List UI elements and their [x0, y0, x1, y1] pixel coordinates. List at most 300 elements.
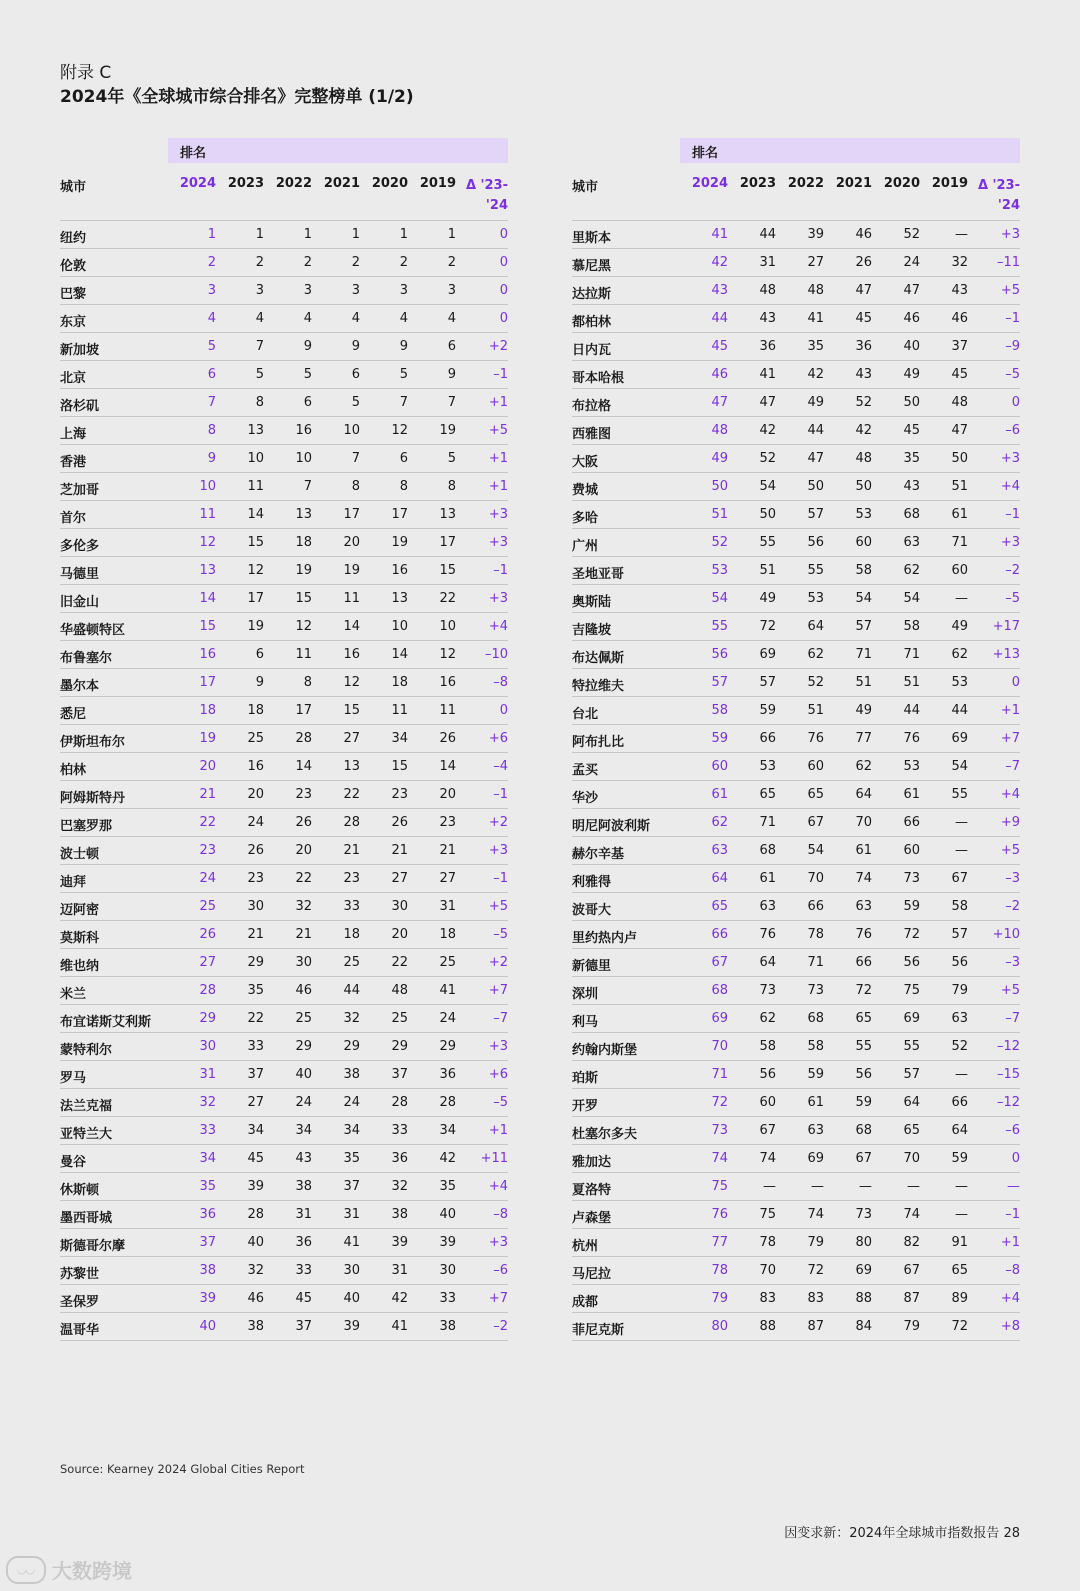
- table-row: [572, 416, 1020, 444]
- city: 罗马: [60, 1071, 87, 1086]
- city: 蒙特利尔: [60, 1043, 113, 1058]
- rank-2022: 3: [303, 283, 312, 298]
- rank-2021: 12: [343, 675, 360, 690]
- rank-2019: —: [955, 843, 968, 858]
- rank-2022: 58: [807, 1039, 824, 1054]
- city: 休斯顿: [60, 1183, 100, 1198]
- city: 柏林: [60, 763, 87, 778]
- rank-2019: 24: [439, 1011, 456, 1026]
- rank-2020: 66: [903, 815, 920, 830]
- rank-delta: –2: [1005, 899, 1020, 914]
- table-row: [572, 612, 1020, 640]
- rank-2020: 3: [399, 283, 408, 298]
- city: 新德里: [572, 959, 612, 974]
- rank-2023: 52: [759, 451, 776, 466]
- rank-2022: 23: [295, 787, 312, 802]
- rank-2022: 39: [807, 227, 824, 242]
- rank-2023: 26: [247, 843, 264, 858]
- rank-delta: +3: [1000, 227, 1020, 242]
- rank-2024: 56: [711, 647, 728, 662]
- rank-2023: 88: [759, 1319, 776, 1334]
- rank-2024: 35: [199, 1179, 216, 1194]
- city: 东京: [60, 315, 87, 330]
- rank-2022: 7: [303, 479, 312, 494]
- header-2021: 2021: [323, 176, 360, 191]
- rank-2022: 35: [807, 339, 824, 354]
- rank-2020: 38: [391, 1207, 408, 1222]
- rank-2021: 17: [343, 507, 360, 522]
- rank-2020: 10: [391, 619, 408, 634]
- rank-2020: 13: [391, 591, 408, 606]
- rank-delta: +1: [488, 451, 508, 466]
- city: 斯德哥尔摩: [60, 1239, 126, 1254]
- rank-2019: —: [955, 1207, 968, 1222]
- rank-2019: 19: [439, 423, 456, 438]
- rank-2020: 51: [903, 675, 920, 690]
- rank-2023: 41: [759, 367, 776, 382]
- rank-2023: 25: [247, 731, 264, 746]
- rank-2021: 88: [855, 1291, 872, 1306]
- rank-delta: –8: [493, 1207, 508, 1222]
- rank-2023: 10: [247, 451, 264, 466]
- table-row: [572, 388, 1020, 416]
- rank-delta: 0: [1011, 1151, 1020, 1166]
- rank-2019: 46: [951, 311, 968, 326]
- rank-2023: 55: [759, 535, 776, 550]
- rank-2020: 53: [903, 759, 920, 774]
- table-row: [60, 780, 508, 808]
- rank-delta: +7: [488, 983, 508, 998]
- rank-2023: 70: [759, 1263, 776, 1278]
- city: 波哥大: [572, 903, 612, 918]
- rank-delta: +5: [1000, 843, 1020, 858]
- city: 圣保罗: [60, 1295, 100, 1310]
- rank-2020: 56: [903, 955, 920, 970]
- rank-2024: 24: [199, 871, 216, 886]
- table-row: [60, 1312, 508, 1341]
- rank-2022: 83: [807, 1291, 824, 1306]
- rank-delta: –12: [996, 1095, 1020, 1110]
- rank-delta: +3: [488, 843, 508, 858]
- rank-2022: 53: [807, 591, 824, 606]
- rank-2024: 13: [199, 563, 216, 578]
- table-row: [60, 276, 508, 304]
- rank-delta: +2: [488, 815, 508, 830]
- city: 日内瓦: [572, 343, 612, 358]
- city: 里约热内卢: [572, 931, 638, 946]
- rank-2024: 45: [711, 339, 728, 354]
- rank-2020: 67: [903, 1263, 920, 1278]
- city: 吉隆坡: [572, 623, 612, 638]
- rank-2024: 58: [711, 703, 728, 718]
- rank-2021: 37: [343, 1179, 360, 1194]
- rank-2020: 54: [903, 591, 920, 606]
- rank-2022: 26: [295, 815, 312, 830]
- rank-band: [680, 138, 1020, 163]
- table-row: [60, 388, 508, 416]
- table-row: [572, 920, 1020, 948]
- table-row: [60, 612, 508, 640]
- rank-delta: +9: [1000, 815, 1020, 830]
- rank-2019: —: [955, 815, 968, 830]
- table-row: [572, 948, 1020, 976]
- rank-delta: +5: [1000, 983, 1020, 998]
- rank-2020: 2: [399, 255, 408, 270]
- rank-2020: 25: [391, 1011, 408, 1026]
- rank-delta: +5: [1000, 283, 1020, 298]
- rank-2024: 19: [199, 731, 216, 746]
- table-row: [572, 836, 1020, 864]
- rank-2020: 28: [391, 1095, 408, 1110]
- rank-2024: 6: [207, 367, 216, 382]
- rank-2019: 18: [439, 927, 456, 942]
- rank-2024: 74: [711, 1151, 728, 1166]
- rank-2019: 79: [951, 983, 968, 998]
- rank-2022: 55: [807, 563, 824, 578]
- rank-2022: 21: [295, 927, 312, 942]
- rank-2020: 42: [391, 1291, 408, 1306]
- rank-2023: 24: [247, 815, 264, 830]
- rank-2021: 71: [855, 647, 872, 662]
- rank-2023: 59: [759, 703, 776, 718]
- rank-2021: 65: [855, 1011, 872, 1026]
- rank-2020: 74: [903, 1207, 920, 1222]
- rank-2024: 38: [199, 1263, 216, 1278]
- rank-2022: 69: [807, 1151, 824, 1166]
- header-2024: 2024: [691, 176, 728, 191]
- rank-2022: 5: [303, 367, 312, 382]
- rank-2019: 3: [447, 283, 456, 298]
- rank-2023: 30: [247, 899, 264, 914]
- city: 利马: [572, 1015, 599, 1030]
- table-row: [60, 1060, 508, 1088]
- rank-delta: –8: [1005, 1263, 1020, 1278]
- table-row: [60, 556, 508, 584]
- rank-2020: 35: [903, 451, 920, 466]
- rank-2023: 21: [247, 927, 264, 942]
- city: 伦敦: [60, 259, 87, 274]
- rank-2022: 29: [295, 1039, 312, 1054]
- city: 马德里: [60, 567, 100, 582]
- rank-2023: 33: [247, 1039, 264, 1054]
- header-delta: [970, 176, 1020, 216]
- rank-2023: 32: [247, 1263, 264, 1278]
- rank-2022: 66: [807, 899, 824, 914]
- header-2020: 2020: [371, 176, 408, 191]
- rank-2019: 89: [951, 1291, 968, 1306]
- rank-2024: 18: [199, 703, 216, 718]
- header-delta-line2: '24: [997, 198, 1020, 213]
- city: 洛杉矶: [60, 399, 100, 414]
- rank-2023: 27: [247, 1095, 264, 1110]
- table-row: [572, 1060, 1020, 1088]
- rank-2021: 16: [343, 647, 360, 662]
- rank-2022: 48: [807, 283, 824, 298]
- rank-2020: 23: [391, 787, 408, 802]
- rank-2022: 28: [295, 731, 312, 746]
- rank-2024: 16: [199, 647, 216, 662]
- rank-2020: 4: [399, 311, 408, 326]
- rank-2019: 28: [439, 1095, 456, 1110]
- table-row: [572, 640, 1020, 668]
- table-row: [60, 500, 508, 528]
- rank-2023: 51: [759, 563, 776, 578]
- rank-2024: 22: [199, 815, 216, 830]
- rank-2024: 47: [711, 395, 728, 410]
- rank-2022: 59: [807, 1067, 824, 1082]
- rank-2023: 34: [247, 1123, 264, 1138]
- rank-delta: –5: [493, 1095, 508, 1110]
- rank-2023: 7: [255, 339, 264, 354]
- rank-delta: –5: [493, 927, 508, 942]
- rank-2019: 30: [439, 1263, 456, 1278]
- header-2019: 2019: [931, 176, 968, 191]
- rank-2021: 44: [343, 983, 360, 998]
- rank-2021: 61: [855, 843, 872, 858]
- city: 布宜诺斯艾利斯: [60, 1015, 152, 1030]
- rank-2024: 79: [711, 1291, 728, 1306]
- rank-2021: 9: [351, 339, 360, 354]
- table-row: [60, 1088, 508, 1116]
- rank-2024: 73: [711, 1123, 728, 1138]
- rank-2022: 11: [295, 647, 312, 662]
- rank-2024: 68: [711, 983, 728, 998]
- rank-2024: 39: [199, 1291, 216, 1306]
- table-row: [572, 528, 1020, 556]
- rank-2021: 27: [343, 731, 360, 746]
- rank-2021: 46: [855, 227, 872, 242]
- watermark-logo-icon: ◡◡: [6, 1556, 46, 1584]
- rank-2020: 46: [903, 311, 920, 326]
- rank-delta: –1: [493, 787, 508, 802]
- rank-2022: 47: [807, 451, 824, 466]
- rank-2021: 47: [855, 283, 872, 298]
- rank-delta: +7: [1000, 731, 1020, 746]
- rank-2022: 61: [807, 1095, 824, 1110]
- table-row: [60, 416, 508, 444]
- table-row: [572, 808, 1020, 836]
- rank-2019: 2: [447, 255, 456, 270]
- rank-2024: 60: [711, 759, 728, 774]
- city: 墨西哥城: [60, 1211, 113, 1226]
- rank-2020: 20: [391, 927, 408, 942]
- table-row: [60, 864, 508, 892]
- table-row: [60, 444, 508, 472]
- header-city: 城市: [60, 180, 87, 195]
- rank-2022: 33: [295, 1263, 312, 1278]
- rank-2024: 46: [711, 367, 728, 382]
- table-row: [60, 696, 508, 724]
- table-row: [572, 668, 1020, 696]
- rank-delta: +8: [1000, 1319, 1020, 1334]
- rank-2021: 56: [855, 1067, 872, 1082]
- rank-2021: 45: [855, 311, 872, 326]
- rank-2020: 29: [391, 1039, 408, 1054]
- rank-2019: 13: [439, 507, 456, 522]
- table-row: [60, 304, 508, 332]
- rank-2021: 77: [855, 731, 872, 746]
- rank-2021: 11: [343, 591, 360, 606]
- rank-2020: 27: [391, 871, 408, 886]
- rank-2024: 3: [207, 283, 216, 298]
- header-delta-line2: '24: [485, 198, 508, 213]
- rank-2019: 67: [951, 871, 968, 886]
- rank-2023: 14: [247, 507, 264, 522]
- rank-delta: –6: [1005, 1123, 1020, 1138]
- rank-2019: 29: [439, 1039, 456, 1054]
- table-row: [572, 584, 1020, 612]
- table-row: [60, 668, 508, 696]
- table-row: [60, 472, 508, 500]
- rank-2021: 6: [351, 367, 360, 382]
- city: 伊斯坦布尔: [60, 735, 126, 750]
- rank-2022: 2: [303, 255, 312, 270]
- rank-2023: 1: [255, 227, 264, 242]
- appendix-label: 附录 C: [60, 63, 112, 83]
- rank-2023: 83: [759, 1291, 776, 1306]
- city: 开罗: [572, 1099, 599, 1114]
- rank-2020: 37: [391, 1067, 408, 1082]
- city: 华沙: [572, 791, 599, 806]
- rank-2021: 22: [343, 787, 360, 802]
- page-footer: 因变求新：2024年全球城市指数报告 28: [784, 1526, 1020, 1541]
- rank-delta: +6: [488, 731, 508, 746]
- rank-2024: 49: [711, 451, 728, 466]
- rank-2024: 30: [199, 1039, 216, 1054]
- rank-2020: 73: [903, 871, 920, 886]
- rank-2022: 6: [303, 395, 312, 410]
- rank-2019: 22: [439, 591, 456, 606]
- city: 利雅得: [572, 875, 612, 890]
- rank-2024: 23: [199, 843, 216, 858]
- rank-2021: 40: [343, 1291, 360, 1306]
- rank-delta: –2: [493, 1319, 508, 1334]
- rank-2023: 15: [247, 535, 264, 550]
- rank-2022: 52: [807, 675, 824, 690]
- city: 华盛顿特区: [60, 623, 126, 638]
- table-row: [60, 1256, 508, 1284]
- rank-delta: +17: [992, 619, 1020, 634]
- rank-2020: 11: [391, 703, 408, 718]
- rank-2024: 12: [199, 535, 216, 550]
- rank-2023: 78: [759, 1235, 776, 1250]
- rank-2023: 73: [759, 983, 776, 998]
- rank-2020: 62: [903, 563, 920, 578]
- rank-2021: 51: [855, 675, 872, 690]
- rank-2023: 40: [247, 1235, 264, 1250]
- rank-2020: 24: [903, 255, 920, 270]
- rank-2019: 71: [951, 535, 968, 550]
- rank-2019: 59: [951, 1151, 968, 1166]
- rank-2022: 79: [807, 1235, 824, 1250]
- city: 圣地亚哥: [572, 567, 625, 582]
- city: 悉尼: [60, 707, 87, 722]
- rank-2023: 29: [247, 955, 264, 970]
- table-row: [60, 808, 508, 836]
- city: 曼谷: [60, 1155, 87, 1170]
- rank-2024: 42: [711, 255, 728, 270]
- city: 孟买: [572, 763, 599, 778]
- city: 维也纳: [60, 959, 100, 974]
- table-row: [60, 1172, 508, 1200]
- rank-2022: 14: [295, 759, 312, 774]
- table-row: [572, 864, 1020, 892]
- rank-2019: 31: [439, 899, 456, 914]
- rank-delta: 0: [1011, 675, 1020, 690]
- rank-2020: 75: [903, 983, 920, 998]
- city: 新加坡: [60, 343, 100, 358]
- rank-delta: +13: [992, 647, 1020, 662]
- rank-2023: 8: [255, 395, 264, 410]
- rank-2021: 73: [855, 1207, 872, 1222]
- city: 波士顿: [60, 847, 100, 862]
- rank-2021: 55: [855, 1039, 872, 1054]
- rank-2020: 64: [903, 1095, 920, 1110]
- city: 达拉斯: [572, 287, 612, 302]
- rank-2022: 46: [295, 983, 312, 998]
- table-row: [572, 1004, 1020, 1032]
- rank-2021: 31: [343, 1207, 360, 1222]
- rank-2024: 48: [711, 423, 728, 438]
- rank-2019: 39: [439, 1235, 456, 1250]
- rank-2022: 87: [807, 1319, 824, 1334]
- rank-delta: –1: [1005, 1207, 1020, 1222]
- rank-2024: 2: [207, 255, 216, 270]
- city: 苏黎世: [60, 1267, 100, 1282]
- header-2023: 2023: [739, 176, 776, 191]
- city: 广州: [572, 539, 599, 554]
- rank-2022: —: [811, 1179, 824, 1194]
- rank-2021: 14: [343, 619, 360, 634]
- table-row: [60, 1284, 508, 1312]
- rank-2024: 77: [711, 1235, 728, 1250]
- watermark: [6, 1555, 132, 1584]
- city: 菲尼克斯: [572, 1323, 625, 1338]
- table-row: [572, 1172, 1020, 1200]
- rank-2023: 61: [759, 871, 776, 886]
- city: 布达佩斯: [572, 651, 625, 666]
- table-row: [572, 500, 1020, 528]
- rank-2022: 42: [807, 367, 824, 382]
- city: 奥斯陆: [572, 595, 612, 610]
- rank-2022: 49: [807, 395, 824, 410]
- table-row: [60, 1116, 508, 1144]
- rank-2020: 21: [391, 843, 408, 858]
- table-row: [572, 1312, 1020, 1341]
- header-2020: 2020: [883, 176, 920, 191]
- rank-2019: 34: [439, 1123, 456, 1138]
- city: 莫斯科: [60, 931, 100, 946]
- city: 西雅图: [572, 427, 612, 442]
- city: 慕尼黑: [572, 259, 612, 274]
- city: 特拉维夫: [572, 679, 625, 694]
- rank-band: [168, 138, 508, 163]
- city: 首尔: [60, 511, 87, 526]
- rank-2021: 7: [351, 451, 360, 466]
- rank-2024: 27: [199, 955, 216, 970]
- table-row: [572, 1088, 1020, 1116]
- rank-2021: 52: [855, 395, 872, 410]
- city: 杭州: [572, 1239, 599, 1254]
- rank-2023: 22: [247, 1011, 264, 1026]
- rank-2020: 45: [903, 423, 920, 438]
- rank-2020: 34: [391, 731, 408, 746]
- rank-2024: 31: [199, 1067, 216, 1082]
- table-row: [572, 332, 1020, 360]
- rank-2019: 52: [951, 1039, 968, 1054]
- rank-2021: —: [859, 1179, 872, 1194]
- table-row: [572, 220, 1020, 248]
